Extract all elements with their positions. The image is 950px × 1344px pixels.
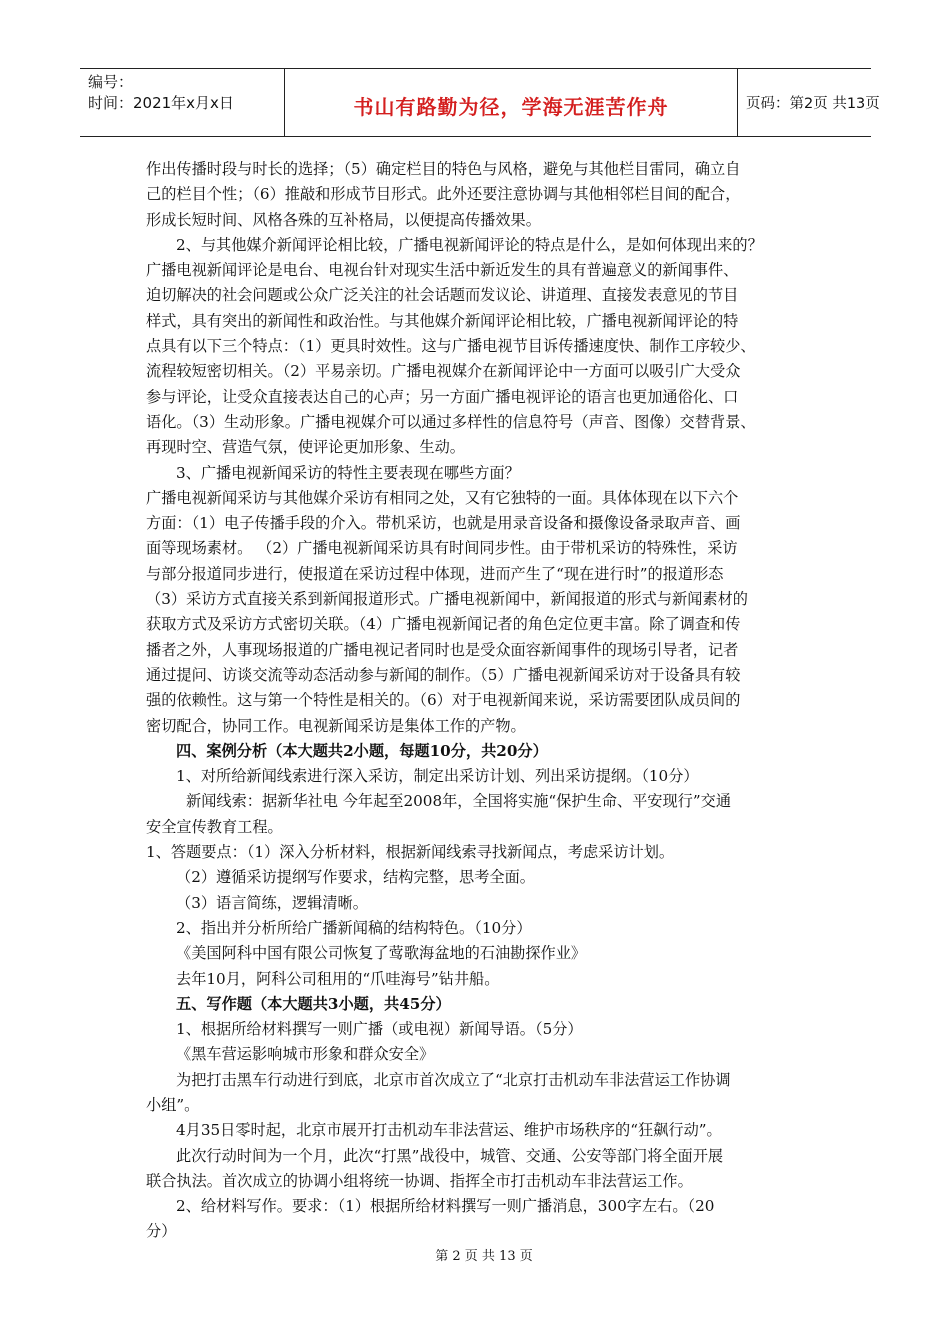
body-text-line: 与部分报道同步进行，使报道在采访过程中体现，进而产生了“现在进行时”的报道形态 — [146, 564, 724, 583]
body-text-line: 3、广播电视新闻采访的特性主要表现在哪些方面？ — [176, 463, 520, 482]
body-text-line: 五、写作题（本大题共3小题，共45分） — [176, 994, 451, 1013]
body-text-line: 语化。（3）生动形象。广播电视媒介可以通过多样性的信息符号（声音、图像）交替背景、 — [146, 412, 756, 431]
body-text-line: 《黑车营运影响城市形象和群众安全》 — [176, 1045, 435, 1064]
body-text-line: 迫切解决的社会问题或公众广泛关注的社会话题而发议论、讲道理、直接发表意见的节目 — [146, 286, 739, 305]
body-text-line: 《美国阿科中国有限公司恢复了莺歌海盆地的石油勘探作业》 — [176, 944, 587, 963]
body-text-line: 联合执法。首次成立的协调小组将统一协调、指挥全市打击机动车非法营运工作。 — [146, 1171, 693, 1190]
body-text-line: 点具有以下三个特点：（1）更具时效性。这与广播电视节目诉传播速度快、制作工序较少、 — [146, 337, 756, 356]
body-text-line: 2、指出并分析所给广播新闻稿的结构特色。（10分） — [176, 918, 532, 937]
body-text-line: 四、案例分析（本大题共2小题，每题10分，共20分） — [176, 741, 548, 760]
header-motto: 书山有路勤为径，学海无涯苦作舟 — [353, 95, 669, 119]
body-text-line: 参与评论，让受众直接表达自己的心声；另一方面广播电视评论的语言也更加通俗化、口 — [146, 387, 739, 406]
body-text-line: 再现时空、营造气氛，使评论更加形象、生动。 — [146, 438, 465, 457]
header-motto-cell — [284, 69, 738, 136]
document-number-label: 编号： — [88, 73, 134, 91]
document-body — [146, 157, 814, 1245]
body-text-line: 1、答题要点：（1）深入分析材料，根据新闻线索寻找新闻点，考虑采访计划。 — [146, 843, 675, 862]
body-text-line: 方面：（1）电子传播手段的介入。带机采访，也就是用录音设备和摄像设备录取声音、画 — [146, 514, 741, 533]
body-text-line: 此次行动时间为一个月，此次“打黑”战役中，城管、交通、公安等部门将全面开展 — [176, 1146, 724, 1165]
body-text-line: 形成长短时间、风格各殊的互补格局，以便提高传播效果。 — [146, 210, 541, 229]
body-text-line: 样式，具有突出的新闻性和政治性。与其他媒介新闻评论相比较，广播电视新闻评论的特 — [146, 311, 739, 330]
body-text-line: 获取方式及采访方式密切关联。（4）广播电视新闻记者的角色定位更丰富。除了调查和传 — [146, 615, 741, 634]
body-text-line: 通过提问、访谈交流等动态活动参与新闻的制作。（5）广播电视新闻采访对于设备具有较 — [146, 665, 741, 684]
body-text-line: 安全宣传教育工程。 — [146, 817, 283, 836]
body-text-line: 播者之外，人事现场报道的广播电视记者同时也是受众面容新闻事件的现场引导者，记者 — [146, 640, 739, 659]
body-text-line: （3）采访方式直接关系到新闻报道形式。广播电视新闻中，新闻报道的形式与新闻素材的 — [146, 590, 748, 609]
body-text-line: 新闻线索：据新华社电 今年起至2008年，全国将实施“保护生命、平安现行”交通 — [186, 792, 732, 811]
header-page-cell — [738, 69, 880, 136]
body-text-line: 流程较短密切相关。（2）平易亲切。广播电视媒介在新闻评论中一方面可以吸引广大受众 — [146, 362, 741, 381]
body-text-line: 1、对所给新闻线索进行深入采访，制定出采访计划、列出采访提纲。（10分） — [176, 767, 699, 786]
body-text-line: 己的栏目个性；（6）推敲和形成节目形式。此外还要注意协调与其他相邻栏目间的配合， — [146, 185, 741, 204]
body-text-line: 分） — [146, 1222, 177, 1241]
body-text-line: 面等现场素材。 （2）广播电视新闻采访具有时间同步性。由于带机采访的特殊性，采访 — [146, 539, 738, 558]
header-page-label: 页码：第2页 共13页 — [746, 96, 880, 112]
body-text-line: 广播电视新闻评论是电台、电视台针对现实生活中新近发生的具有普遍意义的新闻事件、 — [146, 261, 739, 280]
body-text-line: 1、根据所给材料撰写一则广播（或电视）新闻导语。（5分） — [176, 1020, 583, 1039]
document-time-label: 时间：2021年x月x日 — [88, 94, 234, 112]
body-text-line: （3）语言简练，逻辑清晰。 — [176, 893, 368, 912]
body-text-line: 密切配合，协同工作。电视新闻采访是集体工作的产物。 — [146, 716, 526, 735]
page-footer: 第 2 页 共 13 页 — [435, 1249, 533, 1264]
page-header — [80, 68, 880, 137]
body-text-line: （2）遵循采访提纲写作要求，结构完整，思考全面。 — [176, 868, 535, 887]
body-text-line: 2、与其他媒介新闻评论相比较，广播电视新闻评论的特点是什么，是如何体现出来的？ — [176, 235, 763, 254]
body-text-line: 去年10月，阿科公司租用的“爪哇海号”钻井船。 — [176, 969, 500, 988]
body-text-line: 作出传播时段与时长的选择；（5）确定栏目的特色与风格，避免与其他栏目雷同，确立自 — [146, 160, 741, 178]
body-text-line: 强的依赖性。这与第一个特性是相关的。（6）对于电视新闻来说，采访需要团队成员间的 — [146, 691, 741, 710]
body-text-line: 2、给材料写作。要求：（1）根据所给材料撰写一则广播消息，300字左右。（20 — [176, 1197, 715, 1216]
body-text-line: 为把打击黑车行动进行到底，北京市首次成立了“北京打击机动车非法营运工作协调 — [176, 1070, 731, 1089]
body-text-line: 4月35日零时起，北京市展开打击机动车非法营运、维护市场秩序的“狂飙行动”。 — [176, 1121, 722, 1140]
body-text-line: 小组”。 — [146, 1095, 200, 1114]
header-meta — [80, 69, 284, 136]
body-text-line: 广播电视新闻采访与其他媒介采访有相同之处，又有它独特的一面。具体体现在以下六个 — [146, 488, 739, 507]
